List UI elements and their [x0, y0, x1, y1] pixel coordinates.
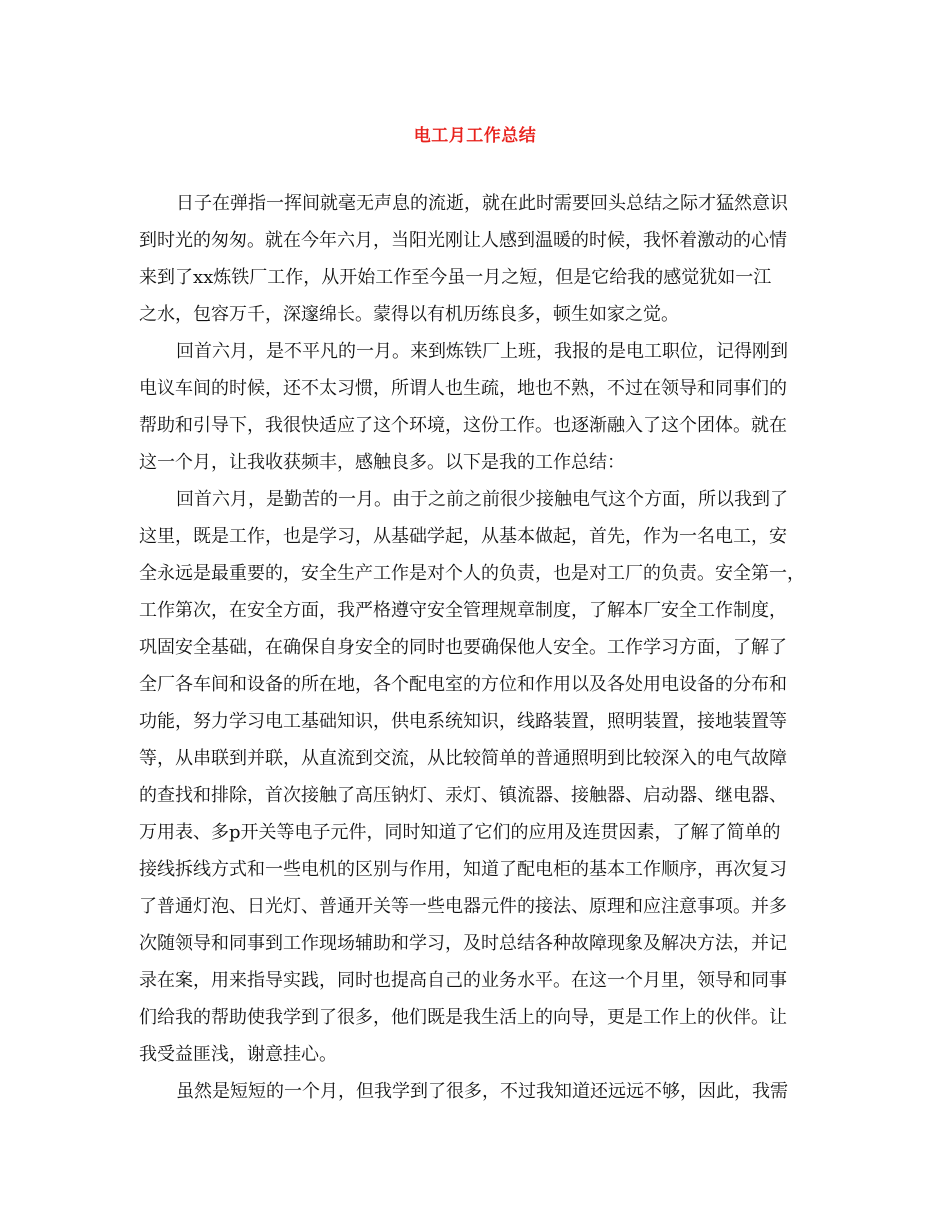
- paragraph-line: 的查找和排除，首次接触了高压钠灯、汞灯、镇流器、接触器、启动器、继电器、: [139, 785, 787, 806]
- paragraph-line: 电议车间的时候，还不太习惯，所谓人也生疏，地也不熟，不过在领导和同事们的: [139, 378, 787, 399]
- paragraph-line: 功能，努力学习电工基础知识，供电系统知识，线路装置，照明装置，接地装置等: [139, 711, 787, 732]
- paragraph-line: 帮助和引导下，我很快适应了这个环境，这份工作。也逐渐融入了这个团体。就在: [139, 415, 787, 436]
- paragraph-line: 这里，既是工作，也是学习，从基础学起，从基本做起，首先，作为一名电工，安: [139, 526, 787, 547]
- paragraph-line: 来到了xx炼铁厂工作，从开始工作至今虽一月之短，但是它给我的感觉犹如一江: [139, 267, 772, 288]
- paragraph-line: 全厂各车间和设备的所在地，各个配电室的方位和作用以及各处用电设备的分布和: [139, 674, 787, 695]
- paragraph-line: 之水，包容万千，深邃绵长。蒙得以有机历练良多，顿生如家之觉。: [139, 304, 679, 325]
- document-title: 电工月工作总结: [413, 126, 537, 146]
- paragraph-line: 录在案，用来指导实践，同时也提高自己的业务水平。在这一个月里，领导和同事: [139, 970, 787, 991]
- paragraph-line: 全永远是最重要的，安全生产工作是对个人的负责，也是对工厂的负责。安全第一，: [139, 563, 805, 584]
- paragraph-line: 们给我的帮助使我学到了很多，他们既是我生活上的向导，更是工作上的伙伴。让: [139, 1007, 787, 1028]
- paragraph-line: 巩固安全基础，在确保自身安全的同时也要确保他人安全。工作学习方面，了解了: [139, 637, 787, 658]
- paragraph-line: 万用表、多p开关等电子元件，同时知道了它们的应用及连贯因素，了解了简单的: [139, 822, 781, 843]
- paragraph-line: 虽然是短短的一个月，但我学到了很多，不过我知道还远远不够，因此，我需: [176, 1081, 788, 1102]
- paragraph-line: 了普通灯泡、日光灯、普通开关等一些电器元件的接法、原理和应注意事项。并多: [139, 896, 787, 917]
- paragraph-line: 工作第次，在安全方面，我严格遵守安全管理规章制度，了解本厂安全工作制度，: [139, 600, 787, 621]
- paragraph-line: 到时光的匆匆。就在今年六月，当阳光刚让人感到温暖的时候，我怀着激动的心情: [139, 230, 787, 251]
- paragraph-line: 次随领导和同事到工作现场辅助和学习，及时总结各种故障现象及解决方法，并记: [139, 933, 787, 954]
- paragraph-line: 回首六月，是勤苦的一月。由于之前之前很少接触电气这个方面，所以我到了: [176, 489, 788, 510]
- paragraph-line: 等，从串联到并联，从直流到交流，从比较简单的普通照明到比较深入的电气故障: [139, 748, 787, 769]
- paragraph-line: 这一个月，让我收获频丰，感触良多。以下是我的工作总结：: [139, 452, 625, 473]
- paragraph-line: 日子在弹指一挥间就毫无声息的流逝，就在此时需要回头总结之际才猛然意识: [176, 193, 788, 214]
- paragraph-line: 回首六月，是不平凡的一月。来到炼铁厂上班，我报的是电工职位，记得刚到: [176, 341, 788, 362]
- paragraph-line: 接线拆线方式和一些电机的区别与作用，知道了配电柜的基本工作顺序，再次复习: [139, 859, 787, 880]
- paragraph-line: 我受益匪浅，谢意挂心。: [139, 1044, 337, 1065]
